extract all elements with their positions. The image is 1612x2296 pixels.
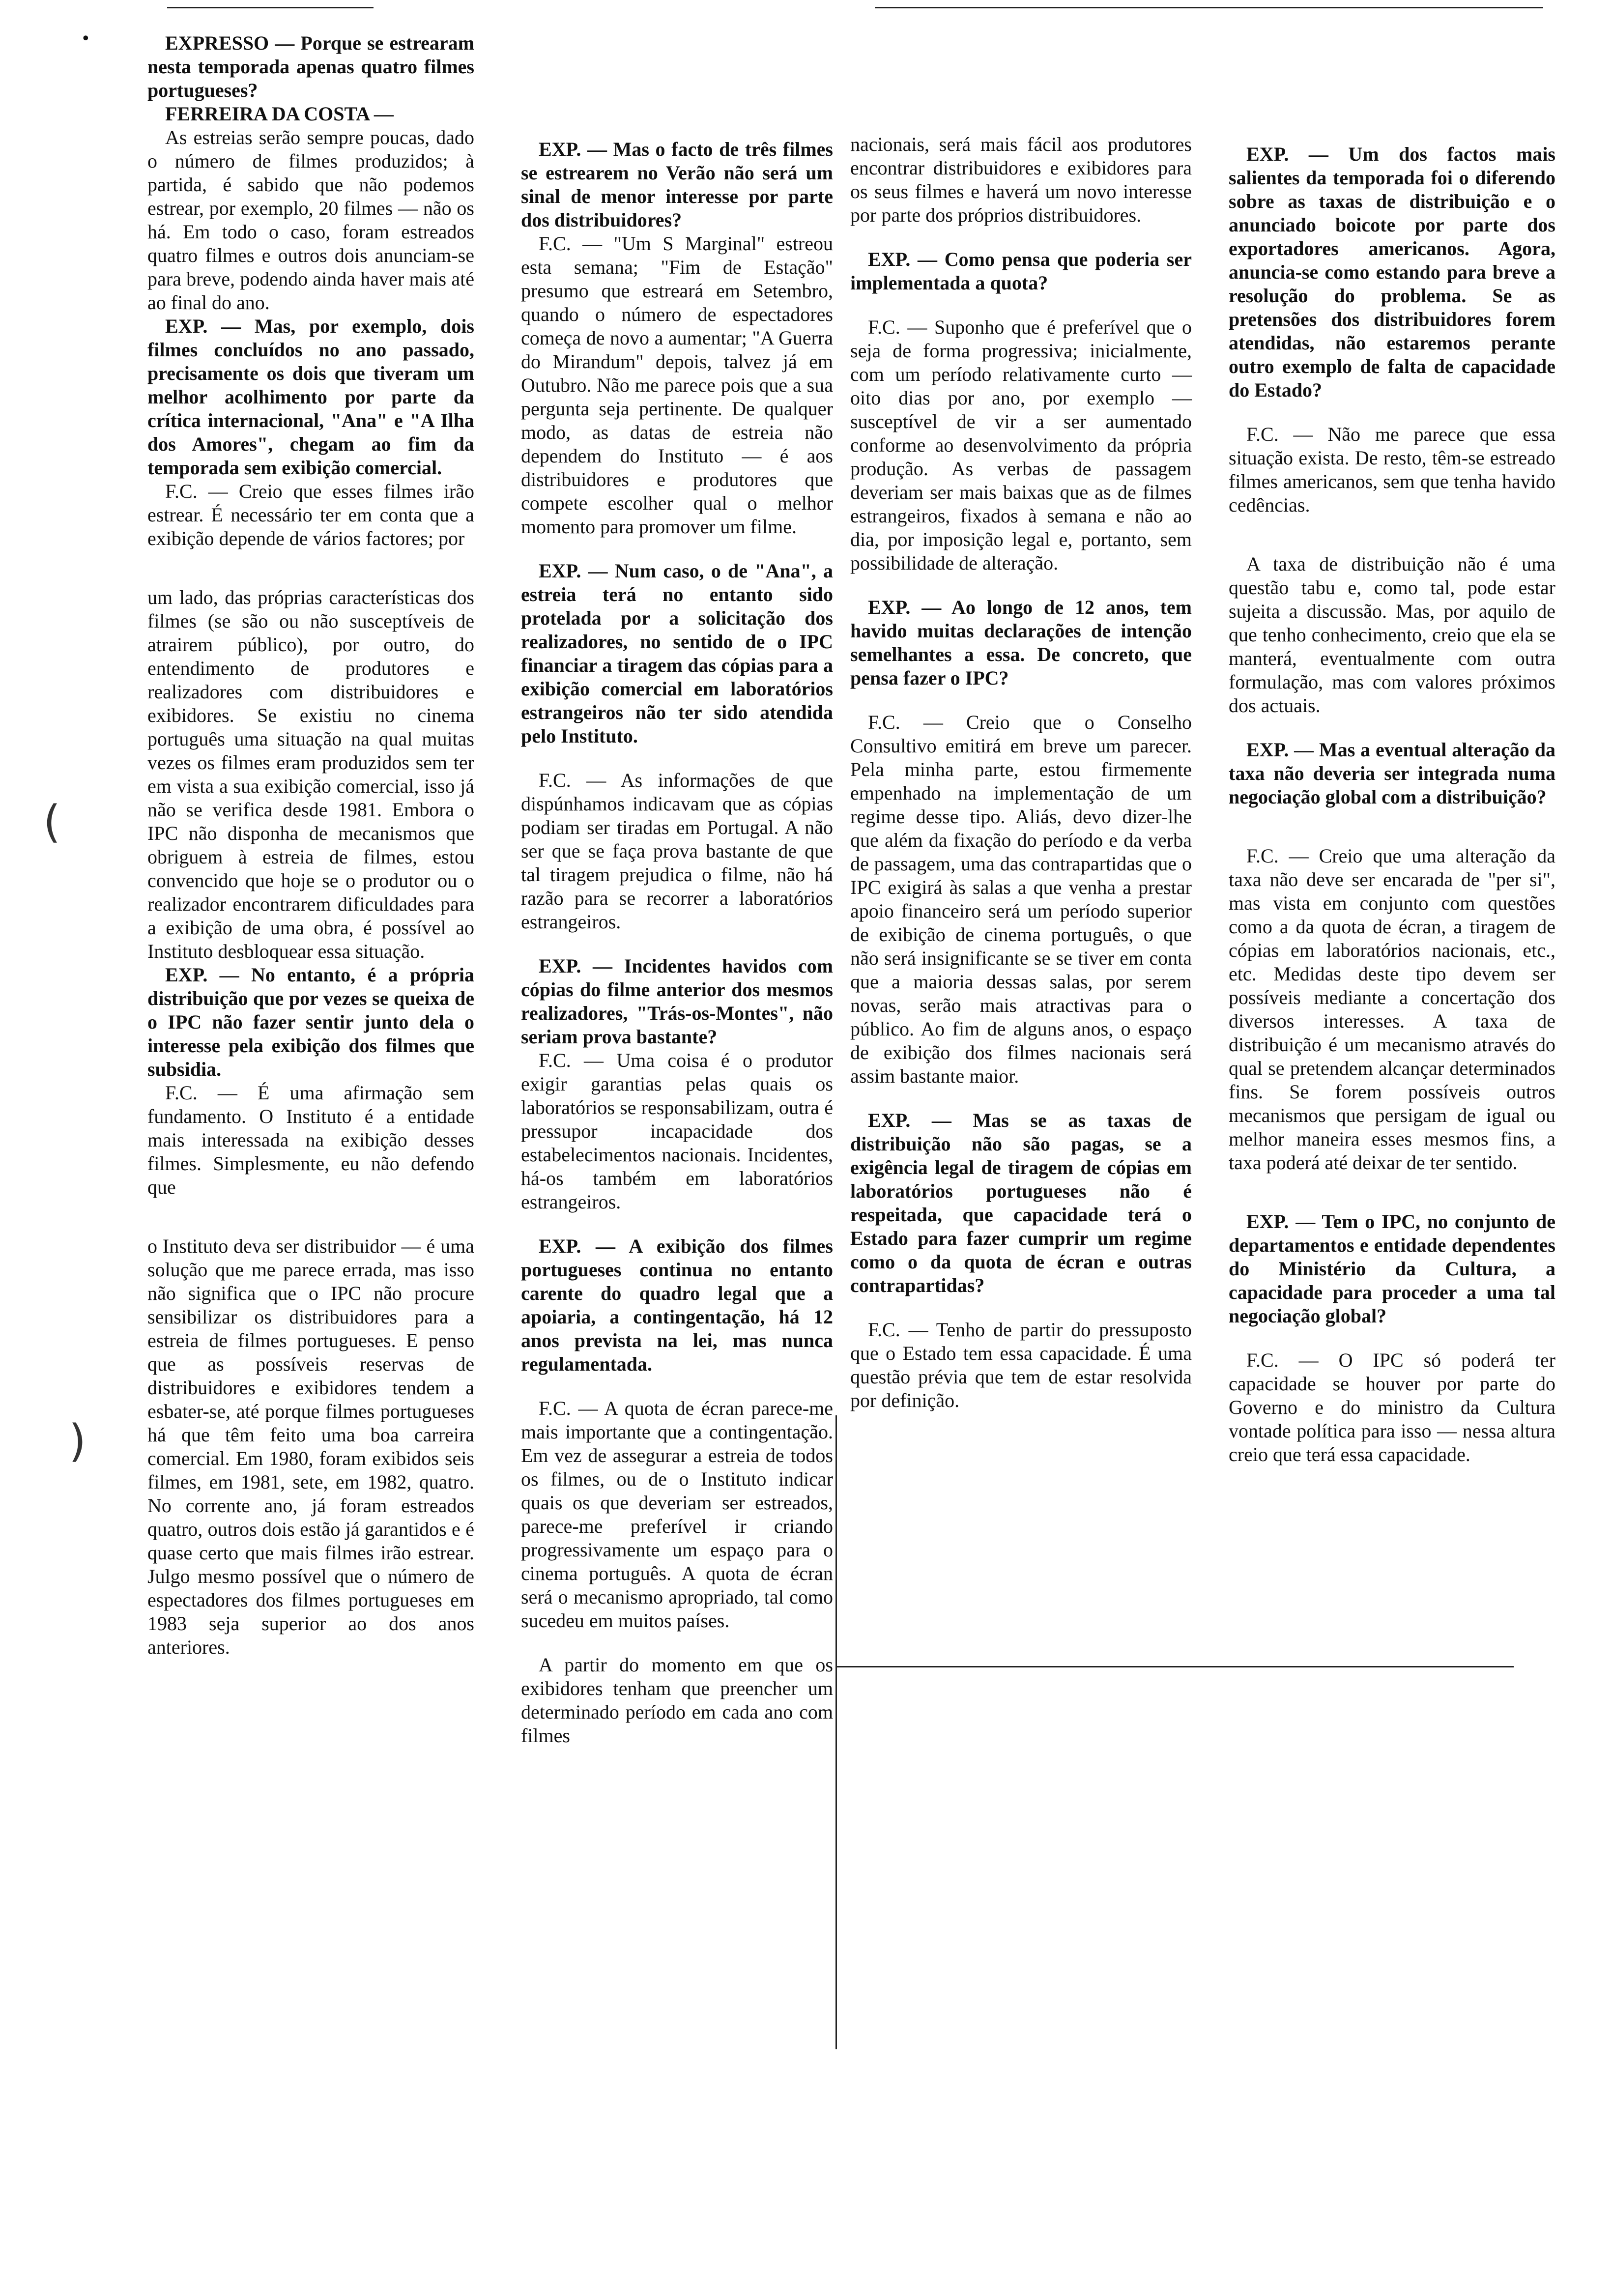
question: EXP. — Tem o IPC, no conjunto de departamentos e entidade dependentes do Ministério da Cultura, a capacidade para proceder a uma tal negociação global? xyxy=(1229,1210,1555,1327)
answer: F.C. — O IPC só poderá ter capacidade se houver por parte do Governo e do ministro da Cultura vontade política para isso — nessa altura creio que terá essa capacidade. xyxy=(1229,1349,1555,1465)
answer: nacionais, será mais fácil aos produtores encontrar distribuidores e exibidores para os seus filmes e haverá um novo interesse por parte dos próprios distribuidores. xyxy=(850,133,1192,226)
question: EXP. — Mas o facto de três filmes se estrearem no Verão não será um sinal de menor interesse por parte dos distribuidores? xyxy=(521,138,833,231)
question: EXP. — No entanto, é a própria distribuição que por vezes se queixa de o IPC não fazer sentir junto dela o interesse pela exibição dos filmes que subsidia. xyxy=(147,964,474,1080)
column-4 xyxy=(1229,143,1555,1466)
column-2 xyxy=(521,138,833,1748)
answer: um lado, das próprias características dos filmes (se são ou não susceptíveis de atrairem público), por outro, do entendimento de produtores e realizadores com distribuidores e exibidores. Se existiu no cinema português uma situação na qual muitas vezes os filmes eram produzidos sem ter em vista a sua exibição comercial, isso já não se verifica desde 1981. Embora o IPC não disponha de mecanismos que obriguem à estreia de filmes, estou convencido que hoje se o produtor ou o realizador encontrarem dificuldades para a exibição de uma obra, é possível ao Instituto desbloquear essa situação. xyxy=(147,586,474,962)
answer: o Instituto deva ser distribuidor — é uma solução que me parece errada, mas isso não significa que o IPC não procure sensibilizar os distribuidores para a estreia de filmes portugueses. E penso que as possíveis reservas de distribuidores e exibidores tendem a esbater-se, até porque filmes portugueses há que têm feito uma boa carreira comercial. Em 1980, foram exibidos seis filmes, em 1981, sete, em 1982, quatro. No corrente ano, já foram estreados quatro, outros dois estão já garantidos e é quase certo que mais filmes irão estrear. Julgo mesmo possível que o número de espectadores dos filmes portugueses em 1983 seja superior ao dos anos anteriores. xyxy=(147,1235,474,1658)
bullet-icon: • xyxy=(83,28,89,48)
question: EXP. — Mas se as taxas de distribuição não são pagas, se a exigência legal de tiragem de cópias em laboratórios portugueses não é respeitada, que capacidade terá o Estado para fazer cumprir um regime como o da quota de écran e outras contrapartidas? xyxy=(850,1109,1192,1296)
answer: F.C. — É uma afirmação sem fundamento. O Instituto é a entidade mais interessada na exibição desses filmes. Simplesmente, eu não defendo que xyxy=(147,1082,474,1198)
answer: As estreias serão sempre poucas, dado o número de filmes produzidos; à partida, é sabido que não podemos estrear, por exemplo, 20 filmes — não os há. Em todo o caso, foram estreados quatro filmes e outros dois anunciam-se para breve, podendo ainda haver mais até ao final do ano. xyxy=(147,126,474,314)
answer: F.C. — Creio que uma alteração da taxa não deve ser encarada de "per si", mas vista em conjunto com questões como a da quota de écran, a tiragem de cópias em laboratórios nacionais, etc., etc. Medidas deste tipo devem ser possíveis mediante a concertação dos diversos interesses. A taxa de distribuição é um mecanismo através do qual se pretendem alcançar determinados fins. Se forem possíveis outros mecanismos que persigam de igual ou melhor maneira esses mesmos fins, a taxa poderá até deixar de ter sentido. xyxy=(1229,845,1555,1174)
top-rule-left xyxy=(167,7,374,8)
answer: F.C. — Creio que o Conselho Consultivo emitirá em breve um parecer. Pela minha parte, estou firmemente empenhado na implementação de um regime desse tipo. Aliás, devo dizer-lhe que além da fixação do período e da verba de passagem, uma das contrapartidas que o IPC exigirá às salas a que venha a prestar apoio financeiro será um período superior de exibição de cinema português, o que não será insignificante se se tiver em conta que a maioria dessas salas, por serem novas, serão mais atractivas para o público. Ao fim de alguns anos, o espaço de exibição dos filmes nacionais será assim bastante maior. xyxy=(850,711,1192,1087)
question: EXP. — Mas, por exemplo, dois filmes concluídos no ano passado, precisamente os dois que tiveram um melhor acolhimento por parte da crítica internacional, "Ana" e "A Ilha dos Amores", chegam ao fim da temporada sem exibição comercial. xyxy=(147,315,474,479)
answer: F.C. — Suponho que é preferível que o seja de forma progressiva; inicialmente, com um período relativamente curto — oito dias por ano, por exemplo — susceptível de vir a ser aumentado conforme ao desenvolvimento da própria produção. As verbas de passagem deveriam ser mais baixas que as de filmes estrangeiros, fixados à semana e não ao dia, por imposição legal e, portanto, sem possibilidade de alteração. xyxy=(850,316,1192,574)
column-3 xyxy=(850,133,1192,1412)
answer: F.C. — Creio que esses filmes irão estrear. É necessário ter em conta que a exibição depende de vários factores; por xyxy=(147,480,474,549)
question: EXP. — Incidentes havidos com cópias do filme anterior dos mesmos realizadores, "Trás-os-Montes", não seriam prova bastante? xyxy=(521,955,833,1048)
question: EXP. — Mas a eventual alteração da taxa não deveria ser integrada numa negociação global com a distribuição? xyxy=(1229,739,1555,808)
column-divider xyxy=(835,1415,837,2049)
question: EXP. — Como pensa que poderia ser implementada a quota? xyxy=(850,248,1192,294)
answer: F.C. — Tenho de partir do pressuposto que o Estado tem essa capacidade. É uma questão prévia que tem de estar resolvida por definição. xyxy=(850,1319,1192,1411)
answer: F.C. — Não me parece que essa situação exista. De resto, têm-se estreado filmes americanos, sem que tenha havido cedências. xyxy=(1229,423,1555,516)
column-1 xyxy=(147,31,474,1659)
margin-bracket-icon: ) xyxy=(69,1415,86,1467)
answer: F.C. — As informações de que dispúnhamos indicavam que as cópias podiam ser tiradas em Portugal. A não ser que se faça prova bastante de que tal tiragem prejudica o filme, não há razão para se recorrer a laboratórios estrangeiros. xyxy=(521,769,833,933)
question: EXP. — Num caso, o de "Ana", a estreia terá no entanto sido protelada por a solicitação dos realizadores, no sentido de o IPC financiar a tiragem das cópias para a exibição comercial em laboratórios estrangeiros não ter sido atendida pelo Instituto. xyxy=(521,560,833,747)
interviewee-name: FERREIRA DA COSTA — xyxy=(165,103,394,125)
answer: A partir do momento em que os exibidores tenham que preencher um determinado período em cada ano com filmes xyxy=(521,1654,833,1747)
answer: A taxa de distribuição não é uma questão tabu e, como tal, pode estar sujeita a discussão. Mas, por aquilo de que tenho conhecimento, creio que ela se manterá, eventualmente com outra formulação, mas com valores próximos dos actuais. xyxy=(1229,553,1555,717)
question: EXP. — Ao longo de 12 anos, tem havido muitas declarações de intenção semelhantes a essa. De concreto, que pensa fazer o IPC? xyxy=(850,596,1192,689)
answer: F.C. — "Um S Marginal" estreou esta semana; "Fim de Estação" presumo que estreará em Setembro, quando o número de espectadores começa de novo a aumentar; "A Guerra do Mirandum" depois, talvez já em Outubro. Não me parece pois que a sua pergunta seja pertinente. De qualquer modo, as datas de estreia não dependem do Instituto — é aos distribuidores e produtores que compete escolher qual o melhor momento para promover um filme. xyxy=(521,232,833,538)
section-rule xyxy=(835,1666,1514,1667)
question: EXP. — A exibição dos filmes portugueses continua no entanto carente do quadro legal que a apoiaria, a contingentação, há 12 anos prevista na lei, mas nunca regulamentada. xyxy=(521,1235,833,1375)
top-rule-right xyxy=(875,7,1543,8)
question: EXPRESSO — Porque se estrearam nesta temporada apenas quatro filmes portugueses? xyxy=(147,32,474,101)
question: EXP. — Um dos factos mais salientes da temporada foi o diferendo sobre as taxas de distribuição e o anunciado boicote por parte dos exportadores americanos. Agora, anuncia-se como estando para breve a resolução do problema. Se as pretensões dos distribuidores forem atendidas, não estaremos perante outro exemplo de falta de capacidade do Estado? xyxy=(1229,143,1555,401)
answer: F.C. — A quota de écran parece-me mais importante que a contingentação. Em vez de assegurar a estreia de todos os filmes, ou de o Instituto indicar quais os que deveriam ser estreados, parece-me preferível ir criando progressivamente um espaço para o cinema português. A quota de écran será o mecanismo apropriado, tal como sucedeu em muitos países. xyxy=(521,1397,833,1632)
margin-bracket-icon: ( xyxy=(43,796,61,848)
answer: F.C. — Uma coisa é o produtor exigir garantias pelas quais os laboratórios se responsabilizam, outra é pressupor incapacidade dos estabelecimentos nacionais. Incidentes, há-os também em laboratórios estrangeiros. xyxy=(521,1049,833,1213)
